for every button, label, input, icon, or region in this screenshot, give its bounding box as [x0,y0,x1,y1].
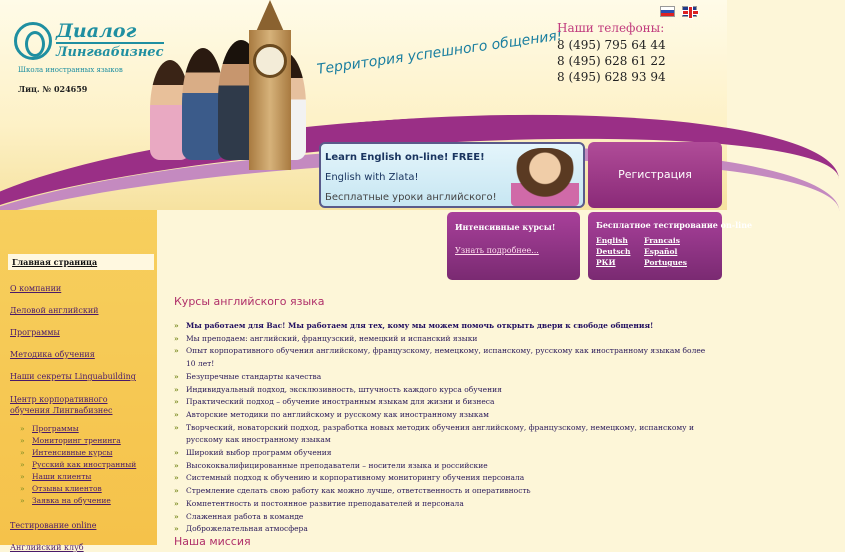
page-title: Курсы английского языка [174,295,325,308]
intensive-title: Интенсивные курсы! [455,222,556,232]
teacher-photo [511,148,579,206]
sidebar-item-programs[interactable]: Программы [10,328,60,337]
test-link-english[interactable]: English [596,236,628,245]
banner-line3: Бесплатные уроки английского! [325,192,497,203]
phone-number: 8 (495) 628 93 94 [557,70,666,84]
list-item: » Широкий выбор программ обучения [174,447,714,460]
phone-number: 8 (495) 795 64 44 [557,38,666,52]
sidebar-subitem-russian[interactable]: » Русский как иностранный [20,459,157,471]
test-link-german[interactable]: Deutsch [596,247,631,256]
mission-title: Наша миссия [174,535,251,548]
sidebar [0,210,157,552]
logo-name-line1: Диалог [56,20,137,42]
sidebar-item-methodology[interactable]: Методика обучения [10,350,95,359]
sidebar-item-testing[interactable]: Тестирование online [10,521,97,530]
banner-line2: English with Zlata! [325,172,419,183]
sidebar-subitem-reviews[interactable]: » Отзывы клиентов [20,483,157,495]
sidebar-item-business-english[interactable]: Деловой английский [10,306,99,315]
list-item: » Авторские методики по английскому и русскому как иностранному языкам [174,409,714,422]
sidebar-subitem-intensive[interactable]: » Интенсивные курсы [20,447,157,459]
sidebar-subitem-programs[interactable]: » Программы [20,423,157,435]
sidebar-item-secrets[interactable]: Наши секреты Linguabuilding [10,372,136,381]
phones-title: Наши телефоны: [557,21,665,35]
sidebar-subitem-application[interactable]: » Заявка на обучение [20,495,157,507]
logo[interactable] [12,20,164,66]
list-item: » Слаженная работа в команде [174,511,714,524]
test-link-spanish[interactable]: Español [644,247,678,256]
list-item: » Опыт корпоративного обучения английскому, французскому, немецкому, испанскому, русскому как иностранному языкам более 10 лет! [174,345,714,370]
banner-line1: Learn English on-line! FREE! [325,152,485,163]
big-ben-image [235,0,305,170]
list-item: » Практический подход – обучение иностранным языкам для жизни и бизнеса [174,396,714,409]
slogan: Территория успешного общения! [316,27,564,78]
list-item: » Высококвалифицированные преподаватели – носители языка и российские [174,460,714,473]
ru-flag-icon[interactable] [660,6,675,17]
free-testing-box [588,212,753,280]
list-item: » Индивидуальный подход, эксклюзивность, штучность каждого курса обучения [174,384,714,397]
list-item: » Безупречные стандарты качества [174,371,714,384]
learn-english-banner[interactable] [319,142,585,208]
sidebar-item-english-club[interactable]: Английский клуб [10,543,84,552]
sidebar-item-home[interactable]: Главная страница [8,254,154,270]
list-item: » Творческий, новаторский подход, разработка новых методик обучения английскому, французскому, немецкому, испанскому и русскому как иностранному языкам [174,422,714,447]
free-testing-title: Бесплатное тестирование on-line [596,220,753,230]
license-number: Лиц. № 024659 [18,84,88,94]
list-item: » Компетентность и постоянное развитие преподавателей и персонала [174,498,714,511]
intensive-courses-box [447,212,580,280]
features-list [174,320,714,536]
list-item: » Мы работаем для Вас! Мы работаем для тех, кому мы можем помочь открыть двери к свободе общения! [174,320,714,333]
logo-icon [14,22,52,60]
list-item: » Доброжелательная атмосфера [174,523,714,536]
gb-flag-icon[interactable] [682,6,697,17]
main-content [174,295,714,536]
logo-name-line2: Лингвабизнес [56,42,164,60]
register-button[interactable]: Регистрация [588,142,722,208]
list-item: » Стремление сделать свою работу как можно лучше, ответственность и оперативность [174,485,714,498]
header [0,0,727,210]
list-item: » Мы преподаем: английский, французский, немецкий и испанский языки [174,333,714,346]
sidebar-item-corporate-center[interactable]: Центр корпоративного обучения Лингвабизнес [10,395,113,415]
language-switcher [660,6,704,25]
test-link-french[interactable]: Francais [644,236,680,245]
test-link-portuguese[interactable]: Portugues [644,258,688,267]
phones-block [557,20,666,85]
sidebar-subitem-monitoring[interactable]: » Мониторинг тренинга [20,435,157,447]
sidebar-subitem-clients[interactable]: » Наши клиенты [20,471,157,483]
intensive-more-link[interactable]: Узнать подробнее... [455,246,539,255]
test-link-rki[interactable]: РКИ [596,258,616,267]
sidebar-item-about[interactable]: О компании [10,284,62,293]
logo-subtitle: Школа иностранных языков [18,66,123,74]
list-item: » Системный подход к обучению и корпоративному мониторингу обучения персонала [174,472,714,485]
phone-number: 8 (495) 628 61 22 [557,54,666,68]
